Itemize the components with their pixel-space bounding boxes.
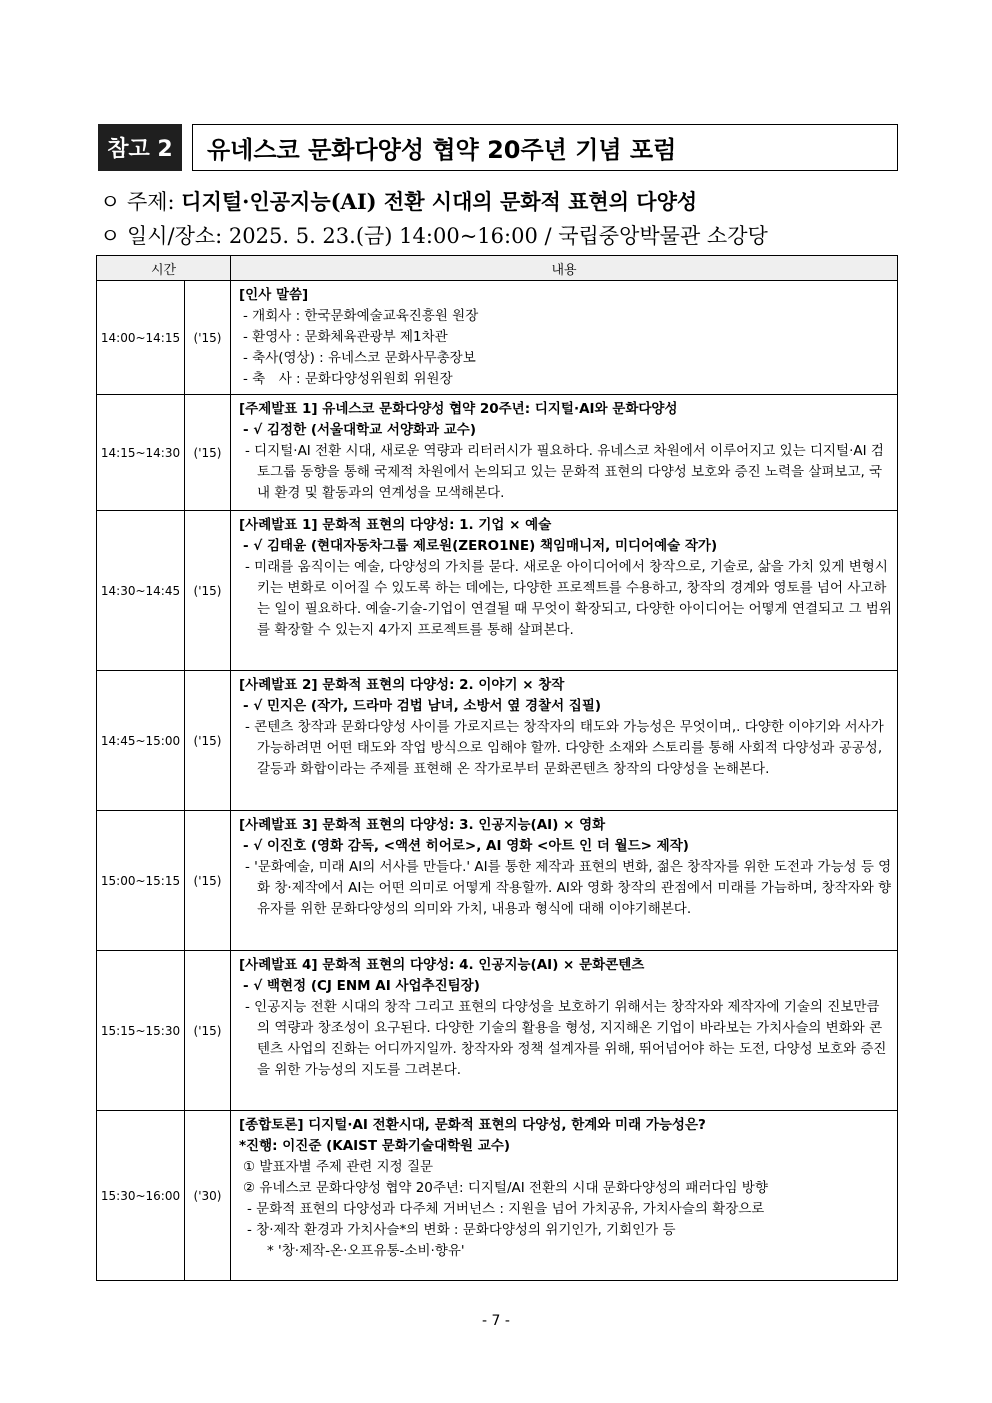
time-cell: 14:45~15:00 xyxy=(97,671,185,811)
table-header xyxy=(97,256,898,281)
duration-cell: ('15) xyxy=(185,395,231,511)
description: - 인공지능 전환 시대의 창작 그리고 표현의 다양성을 보호하기 위해서는 창작자와 제작자에 기술의 진보만큼의 역량과 창조성이 요구된다. 다양한 기술의 활용을 형성, 지지해온 기업이 바라보는 가치사슬의 변화와 콘텐츠 사업의 진화는 어디까지일까. 창작자와 정책 설계자를 위해, 뛰어넘어야 하는 도전, 다양성 보호와 증진을 위한 가능성의 지도를 그려본다. xyxy=(245,999,887,1078)
footnote: * '창·제작-온·오프유통-소비·향유' xyxy=(267,1243,465,1259)
section-title: [인사 말씀] xyxy=(239,287,309,303)
speaker-line: - √ 이진호 (영화 감독, <액션 히어로>, AI 영화 <아트 인 더 월드> 제작) xyxy=(243,838,689,854)
table-row xyxy=(97,281,898,395)
description: - 디지털·AI 전환 시대, 새로운 역량과 리터러시가 필요하다. 유네스코 차원에서 이루어지고 있는 디지털·AI 검토그룹 동향을 통해 국제적 차원에서 논의되고 있는 문화적 표현의 다양성 보호와 증진 노력을 살펴보고, 국내 환경 및 활동과의 연계성을 모색해본다. xyxy=(245,443,884,501)
list-item: - 환영사 : 문화체육관광부 제1차관 xyxy=(243,329,448,345)
duration-cell: ('15) xyxy=(185,811,231,951)
discussion-point: ① 발표자별 주제 관련 지정 질문 xyxy=(243,1159,434,1175)
content-cell xyxy=(231,281,898,395)
page-number: - 7 - xyxy=(482,1313,510,1329)
section-title: [사례발표 3] 문화적 표현의 다양성: 3. 인공지능(AI) × 영화 xyxy=(239,817,606,833)
topic-line xyxy=(100,186,697,216)
title-bar xyxy=(98,124,898,171)
header-content: 내용 xyxy=(231,256,898,281)
time-cell: 14:30~14:45 xyxy=(97,511,185,671)
table-row xyxy=(97,511,898,671)
list-item: - 개회사 : 한국문화예술교육진흥원 원장 xyxy=(243,308,479,324)
time-cell: 15:00~15:15 xyxy=(97,811,185,951)
speaker-line: - √ 김정한 (서울대학교 서양화과 교수) xyxy=(243,422,477,438)
content-cell xyxy=(231,671,898,811)
content-cell xyxy=(231,811,898,951)
content-cell xyxy=(231,1111,898,1281)
discussion-subpoint: - 창·제작 환경과 가치사슬*의 변화 : 문화다양성의 위기인가, 기회인가 등 xyxy=(247,1222,676,1238)
time-cell: 14:00~14:15 xyxy=(97,281,185,395)
content-cell xyxy=(231,395,898,511)
speaker-line: - √ 민지은 (작가, 드라마 검법 남녀, 소방서 옆 경찰서 집필) xyxy=(243,698,602,714)
duration-cell: ('15) xyxy=(185,511,231,671)
table-row xyxy=(97,951,898,1111)
time-cell: 15:30~16:00 xyxy=(97,1111,185,1281)
list-item: - 축 사 : 문화다양성위원회 위원장 xyxy=(243,371,453,387)
reference-tag: 참고 2 xyxy=(98,124,182,171)
content-cell xyxy=(231,511,898,671)
section-title: [사례발표 4] 문화적 표현의 다양성: 4. 인공지능(AI) × 문화콘텐츠 xyxy=(239,957,645,973)
topic-value: 디지털·인공지능(AI) 전환 시대의 문화적 표현의 다양성 xyxy=(181,189,698,214)
content-cell xyxy=(231,951,898,1111)
speaker-line: - √ 백현정 (CJ ENM AI 사업추진팀장) xyxy=(243,978,480,994)
discussion-point: ② 유네스코 문화다양성 협약 20주년: 디지털/AI 전환의 시대 문화다양성의 패러다임 방향 xyxy=(243,1180,768,1196)
time-cell: 14:15~14:30 xyxy=(97,395,185,511)
speaker-line: - √ 김태윤 (현대자동차그룹 제로원(ZERO1NE) 책임매니저, 미디어예술 작가) xyxy=(243,538,718,554)
datetime-line: ㅇ 일시/장소: 2025. 5. 23.(금) 14:00~16:00 / 국립중앙박물관 소강당 xyxy=(100,224,768,248)
table-row xyxy=(97,671,898,811)
discussion-subpoint: - 문화적 표현의 다양성과 다주체 거버넌스 : 지원을 넘어 가치공유, 가치사슬의 확장으로 xyxy=(247,1201,765,1217)
duration-cell: ('15) xyxy=(185,951,231,1111)
section-title: [주제발표 1] 유네스코 문화다양성 협약 20주년: 디지털·AI와 문화다양성 xyxy=(239,401,678,417)
description: - 콘텐츠 창작과 문화다양성 사이를 가로지르는 창작자의 태도와 가능성은 무엇이며,. 다양한 이야기와 서사가 가능하려면 어떤 태도와 작업 방식으로 임해야 할까. 다양한 소재와 스토리를 통해 사회적 다양성과 공공성, 갈등과 화합이라는 주제를 표현해 온 작가로부터 문화콘텐츠 창작의 다양성을 논해본다. xyxy=(245,719,884,777)
page-title: 유네스코 문화다양성 협약 20주년 기념 포럼 xyxy=(192,124,898,171)
description: - 미래를 움직이는 예술, 다양성의 가치를 묻다. 새로운 아이디어에서 창작으로, 기술로, 삶을 가치 있게 변형시키는 변화로 이어질 수 있도록 하는 데에는, 다양한 프로젝트를 수용하고, 창작의 경계와 영토를 넘어 사고하는 일이 필요하다. 예술-기술-기업이 연결될 때 무엇이 확장되고, 다양한 아이디어는 어떻게 연결되고 그 범위를 확장할 수 있는지 4가지 프로젝트를 통해 살펴본다. xyxy=(245,559,892,638)
duration-cell: ('15) xyxy=(185,281,231,395)
section-title: [사례발표 1] 문화적 표현의 다양성: 1. 기업 × 예술 xyxy=(239,517,552,533)
time-cell: 15:15~15:30 xyxy=(97,951,185,1111)
section-title: [종합토론] 디지털·AI 전환시대, 문화적 표현의 다양성, 한계와 미래 가능성은? xyxy=(239,1117,706,1133)
list-item: - 축사(영상) : 유네스코 문화사무총장보 xyxy=(243,350,476,366)
section-title: [사례발표 2] 문화적 표현의 다양성: 2. 이야기 × 창작 xyxy=(239,677,565,693)
header-time: 시간 xyxy=(97,256,231,281)
duration-cell: ('15) xyxy=(185,671,231,811)
table-row xyxy=(97,1111,898,1281)
duration-cell: ('30) xyxy=(185,1111,231,1281)
schedule-table xyxy=(96,255,898,1281)
moderator-line: *진행: 이진준 (KAIST 문화기술대학원 교수) xyxy=(239,1138,511,1154)
table-row xyxy=(97,395,898,511)
description: - '문화예술, 미래 AI의 서사를 만들다.' AI를 통한 제작과 표현의 변화, 젊은 창작자를 위한 도전과 가능성 등 영화 창·제작에서 AI는 어떤 의미로 어떻게 작용할까. AI와 영화 창작의 관점에서 미래를 가늠하며, 창작자와 향유자를 위한 문화다양성의 의미와 가치, 내용과 형식에 대해 이야기해본다. xyxy=(245,859,892,917)
table-row xyxy=(97,811,898,951)
topic-label: ㅇ 주제: xyxy=(100,190,182,214)
